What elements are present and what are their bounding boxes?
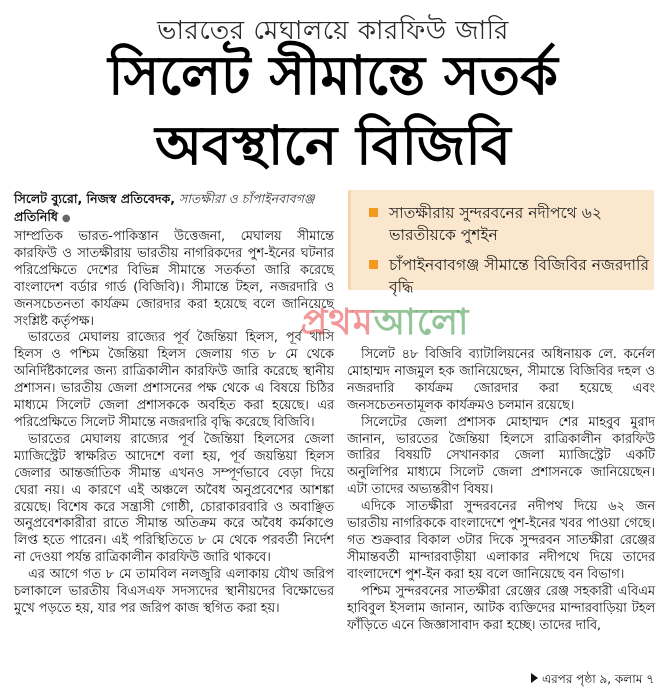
- byline-reporter: প্রতিনিধি: [14, 209, 58, 224]
- highlight-item: [369, 254, 654, 298]
- paragraph: সিলেট ৪৮ বিজিবি ব্যাটালিয়নের অধিনায়ক লে. কর্নেল মোহাম্মদ নাজমুল হক জানিয়েছেন, সীমান্তে বিজিবির দহল ও নজরদারি কার্যক্রম জোরদার করা হয়েছে এবং জনসচেতনতামূলক কার্যক্রমও চলমান রয়েছে।: [347, 347, 655, 413]
- square-bullet-icon: [369, 208, 378, 217]
- byline: [14, 190, 334, 228]
- square-bullet-icon: [369, 260, 378, 269]
- paragraph: সাম্প্রতিক ভারত-পাকিস্তান উত্তেজনা, মেঘালয় সীমান্তে কারফিউ ও সাতক্ষীরায় ভারতীয় নাগরিকদের পুশ-ইনের ঘটনার পরিপ্রেক্ষিতে দেশের বিভিন্ন সীমান্তে সতর্কতা জারি করেছে বাংলাদেশ বর্ডার গার্ড (বিজিবি)। সীমান্তে টহল, নজরদারি ও জনসচেতনতা কার্যক্রম জোরদার করা হয়েছে বলে জানিয়েছে সংশ্লিষ্ট কর্তৃপক্ষ।: [14, 229, 334, 329]
- paragraph: ভারতের মেঘালয় রাজ্যের পূর্ব জৈন্তিয়া হিলস, পূর্ব খাসি হিলস ও পশ্চিম জৈন্তিয়া হিলস জেলায় গত ৮ মে থেকে অনির্দিষ্টকালের জন্য রাত্রিকালীন কারফিউ জারি করেছে স্থানীয় প্রশাসন। ভারতীয় জেলা প্রশাসনের পক্ষ থেকে এ বিষয়ে চিঠির মাধ্যমে সিলেট জেলা প্রশাসককে অবহিত করা হয়েছে। এর পরিপ্রেক্ষিতে সিলেট সীমান্তে নজরদারি বৃদ্ধি করেছে বিজিবি।: [14, 330, 334, 430]
- watermark-part-1: প্রথম: [300, 302, 374, 343]
- watermark-part-2: আলো: [373, 302, 470, 343]
- highlight-text: সাতক্ষীরায় সুন্দরবনের নদীপথে ৬২ ভারতীয়কে পুশইন: [389, 204, 602, 244]
- paragraph: পশ্চিম সুন্দরবনের সাতক্ষীরা রেঞ্জের রেঞ্জ সহকারী এবিএম হাবিবুল ইসলাম জানান, আটক ব্যক্তিদের মান্দারবাড়িয়া টহল ফাঁড়িতে এনে জিজ্ঞাসাবাদ করা হচ্ছে। তাদের দাবি,: [347, 583, 655, 633]
- byline-desk: সিলেট ব্যুরো, নিজস্ব প্রতিবেদক,: [14, 191, 176, 206]
- headline-line-1: সিলেট সীমান্তে সতর্ক: [108, 44, 558, 107]
- highlights-box: [348, 190, 654, 296]
- paragraph: এদিকে সাতক্ষীরা সুন্দরবনের নদীপথ দিয়ে ৬২ জন ভারতীয় নাগরিককে বাংলাদেশে পুশ-ইনের খবর পাওয়া গেছে। গত শুক্রবার বিকাল ৩টার দিকে সুন্দরবন সাতক্ষীরা রেঞ্জের সীমান্তবর্তী মান্দারবাড়ীয়া এলাকার নদীপথে দিয়ে তাদের বাংলাদেশে পুশ-ইন করা হয় বলে জানিয়েছে বন বিভাগ।: [347, 499, 655, 582]
- paragraph: সিলেটের জেলা প্রশাসক মোহাম্মদ শের মাহবুব মুরাদ জানান, ভারতের জৈন্তিয়া হিলসে রাত্রিকালীন কারফিউ জারির বিষয়টি সেখানকার জেলা ম্যাজিস্ট্রেট একটি অনুলিপির মাধ্যমে সিলেট জেলা প্রশাসনকে জানিয়েছেন। এটা তাদের অভ্যন্তরীণ বিষয়।: [347, 414, 655, 498]
- headline-line-2: অবস্থানে বিজিবি: [155, 114, 511, 177]
- continuation-text: এরপর পৃষ্ঠা ৯, কলাম ৭: [541, 672, 654, 686]
- paragraph: ভারতের মেঘালয় রাজ্যের পূর্ব জৈন্তিয়া হিলসের জেলা ম্যাজিস্ট্রেট স্বাক্ষরিত আদেশে বলা হয়, পূর্ব জয়ন্তিয়া হিলস জেলার আন্তর্জাতিক সীমান্ত এখনও সম্পূর্ণভাবে বেড়া দিয়ে ঘেরা নয়। এ কারণে এই অঞ্চলে অবৈধ অনুপ্রবেশের আশঙ্কা রয়েছে। বিশেষ করে সন্ত্রাসী গোষ্ঠী, চোরাকারবারি ও অবাঞ্ছিত অনুপ্রবেশকারীরা রাতে সীমান্ত অতিক্রম করে অবৈধ কর্মকাণ্ডে লিপ্ত হতে পারেন। এই পরিস্থিতিতে ৮ মে থেকে পরবর্তী নির্দেশ না দেওয়া পর্যন্ত রাত্রিকালীন কারফিউ জারি থাকবে।: [14, 431, 334, 566]
- highlight-text: চাঁপাইনবাবগঞ্জ সীমান্তে বিজিবির নজরদারি বৃদ্ধি: [389, 256, 650, 296]
- highlight-item: [369, 202, 654, 246]
- arrow-right-icon: [531, 673, 538, 683]
- watermark-logo: [270, 300, 500, 350]
- byline-bullet-icon: ●: [61, 213, 71, 224]
- right-column: [347, 347, 655, 634]
- byline-place: সাতক্ষীরা ও চাঁপাইনবাবগঞ্জ: [179, 191, 315, 206]
- continuation-note: [531, 671, 654, 691]
- kicker-heading: ভারতের মেঘালয়ে কারফিউ জারি: [157, 16, 509, 46]
- paragraph: এর আগে গত ৮ মে তামবিল নলজুরি এলাকায় যৌথ জরিপ চলাকালে ভারতীয় বিএসএফ সদস্যদের স্থানীয়দের বিক্ষোভের মুখে পড়তে হয়, যার পর জরিপ কাজ স্থগিত করা হয়।: [14, 567, 334, 616]
- left-column: [14, 229, 334, 618]
